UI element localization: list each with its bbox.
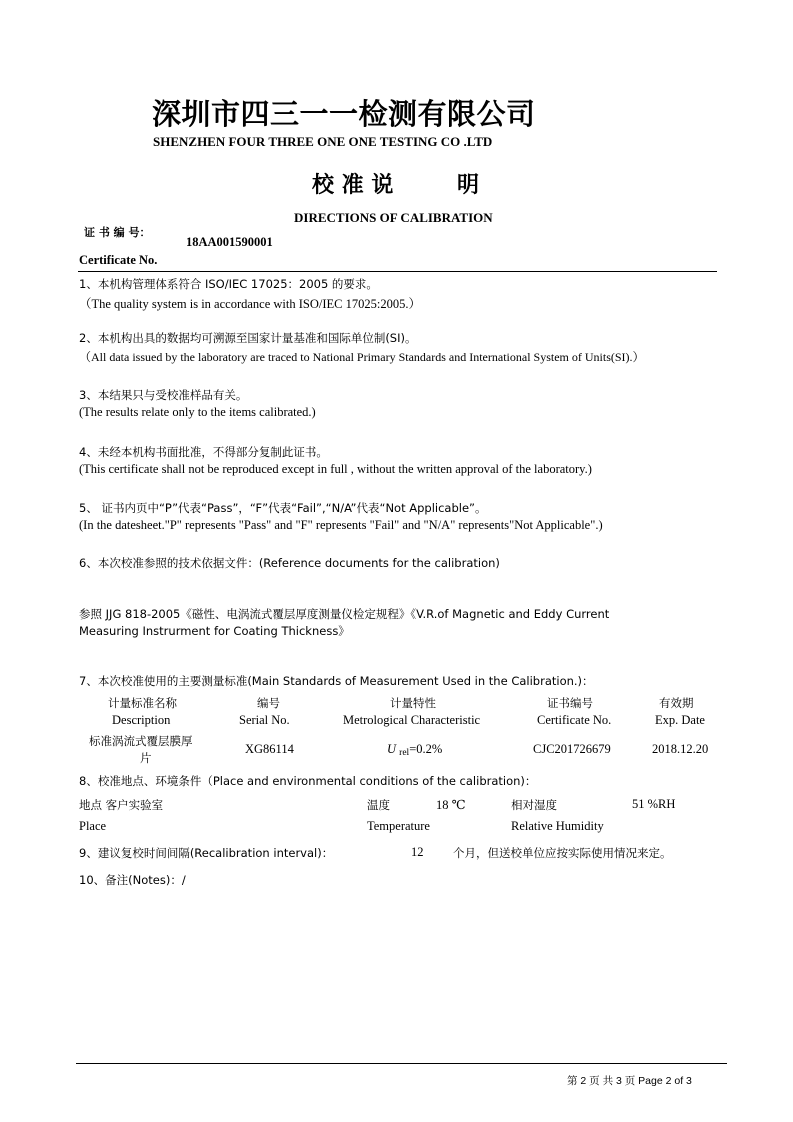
col-header-characteristic-cn: 计量特性: [390, 696, 436, 710]
col-header-certificate-en: Certificate No.: [537, 713, 612, 727]
item-9-label: 9、建议复校时间间隔(Recalibration interval)：: [79, 846, 334, 860]
col-header-expiry-cn: 有效期: [659, 696, 694, 710]
footer-divider: [76, 1063, 727, 1064]
reference-line-2: Measuring Instrurment for Coating Thickness》: [79, 624, 350, 638]
place-en: Place: [79, 819, 107, 833]
company-name-cn: 深圳市四三一一检测有限公司: [152, 97, 536, 131]
row-description-line-2: 片: [140, 751, 152, 765]
item-5-cn: 5、 证书内页中“P”代表“Pass”，“F”代表“Fail”,“N/A”代表“Not Applicable”。: [79, 501, 487, 515]
item-8: 8、校准地点、环境条件（Place and environmental conditions of the calibration)：: [79, 774, 537, 788]
item-2-cn: 2、本机构出具的数据均可溯源至国家计量基准和国际单位制(SI)。: [79, 331, 417, 345]
col-header-description-cn: 计量标准名称: [108, 696, 177, 710]
humidity-en: Relative Humidity: [511, 819, 604, 833]
col-header-description-en: Description: [112, 713, 171, 727]
row-expiry: 2018.12.20: [652, 742, 709, 756]
doc-title-cn-part2: 明: [457, 173, 480, 198]
row-characteristic-symbol: U: [387, 742, 397, 756]
humidity-value: 51 %RH: [632, 797, 676, 811]
col-header-serial-en: Serial No.: [239, 713, 290, 727]
row-characteristic: [387, 742, 442, 757]
row-certificate: CJC201726679: [533, 742, 611, 756]
col-header-serial-cn: 编号: [257, 696, 280, 710]
cert-number: 18AA001590001: [186, 235, 273, 249]
cert-label-cn: 证 书 编 号：: [84, 226, 151, 239]
item-6: 6、本次校准参照的技术依据文件：(Reference documents for the calibration): [79, 556, 500, 570]
item-10: 10、备注(Notes)：/: [79, 873, 186, 887]
temperature-cn: 温度: [367, 798, 390, 812]
col-header-expiry-en: Exp. Date: [655, 713, 705, 727]
temperature-en: Temperature: [367, 819, 430, 833]
page-number: 第 2 页 共 3 页 Page 2 of 3: [567, 1075, 692, 1087]
cert-label-en: Certificate No.: [79, 253, 158, 267]
col-header-certificate-cn: 证书编号: [547, 696, 593, 710]
row-serial: XG86114: [245, 742, 294, 756]
place-cn: 地点 客户实验室: [79, 798, 164, 812]
reference-line-1: 参照 JJG 818-2005《磁性、电涡流式覆层厚度测量仪检定规程》《V.R.of Magnetic and Eddy Current: [79, 607, 610, 621]
company-name-en: SHENZHEN FOUR THREE ONE ONE TESTING CO .LTD: [153, 134, 493, 149]
row-characteristic-subscript: rel: [399, 748, 410, 758]
col-header-characteristic-en: Metrological Characteristic: [343, 713, 481, 727]
item-1-cn: 1、本机构管理体系符合 ISO/IEC 17025：2005 的要求。: [79, 277, 378, 291]
item-9-value: 12: [411, 845, 424, 859]
doc-title-en: DIRECTIONS OF CALIBRATION: [294, 210, 493, 225]
row-description-line-1: 标准涡流式覆层膜厚: [89, 734, 193, 748]
item-2-en: （All data issued by the laboratory are traced to National Primary Standards and International System of Units(SI).）: [79, 350, 645, 364]
temperature-value: 18 ℃: [436, 798, 466, 812]
row-characteristic-value: =0.2%: [409, 742, 443, 756]
item-4-cn: 4、未经本机构书面批准，不得部分复制此证书。: [79, 445, 328, 459]
header-divider: [78, 271, 717, 272]
item-3-cn: 3、本结果只与受校准样品有关。: [79, 388, 248, 402]
item-4-en: (This certificate shall not be reproduced except in full , without the written approval of the laboratory.): [79, 462, 592, 476]
doc-title-cn-part1: 校 准 说: [312, 173, 394, 198]
item-5-en: (In the datesheet."P" represents "Pass" and "F" represents "Fail" and "N/A" represents"Not Applicable".): [79, 518, 603, 532]
item-3-en: (The results relate only to the items calibrated.): [79, 405, 316, 419]
humidity-cn: 相对湿度: [511, 798, 557, 812]
item-1-en: （The quality system is in accordance with ISO/IEC 17025:2005.）: [79, 297, 421, 311]
item-7: 7、本次校准使用的主要测量标准(Main Standards of Measurement Used in the Calibration.)：: [79, 674, 594, 688]
item-9-tail: 个月，但送校单位应按实际使用情况来定。: [453, 846, 672, 860]
